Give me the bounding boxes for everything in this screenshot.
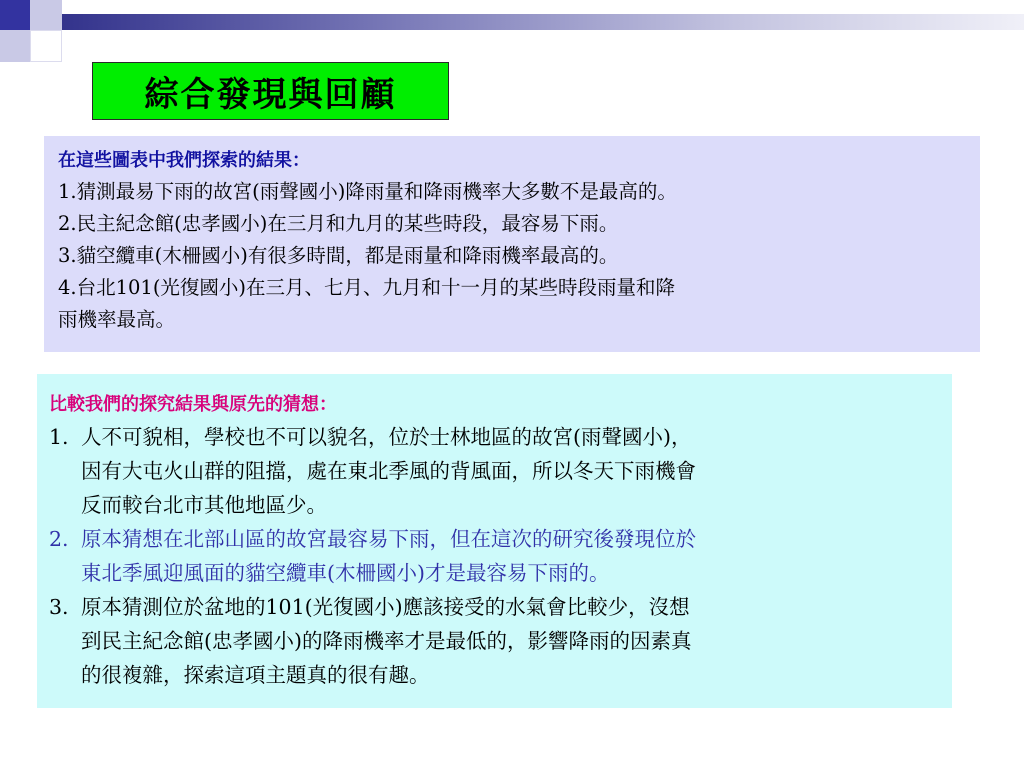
comparison-item-2 (49, 522, 938, 590)
findings-line: 1.猜測最易下雨的故宮(雨聲國小)降雨量和降雨機率大多數不是最高的。 (58, 180, 677, 203)
findings-line: 3.貓空纜車(木柵國小)有很多時間，都是雨量和降雨機率最高的。 (58, 244, 619, 267)
comparison-box (37, 374, 952, 708)
item-number: 1. (49, 425, 69, 449)
item-line: 原本猜測位於盆地的101(光復國小)應該接受的水氣會比較少，沒想 (81, 595, 690, 619)
item-number: 3. (49, 595, 69, 619)
item-line: 的很複雜，探索這項主題真的很有趣。 (81, 663, 430, 687)
corner-square-white (30, 30, 62, 62)
page-title: 綜合發現與回顧 (144, 74, 397, 115)
item-number: 2. (49, 527, 69, 551)
findings-line: 2.民主紀念館(忠孝國小)在三月和九月的某些時段，最容易下雨。 (58, 212, 619, 235)
top-gradient-bar (62, 14, 1024, 30)
findings-box (44, 136, 980, 352)
item-line: 東北季風迎風面的貓空纜車(木柵國小)才是最容易下雨的。 (81, 561, 610, 585)
item-line: 因有大屯火山群的阻擋，處在東北季風的背風面，所以冬天下雨機會 (81, 459, 696, 483)
item-line: 人不可貌相，學校也不可以貌名，位於士林地區的故宮(雨聲國小)， (81, 425, 692, 449)
findings-line: 4.台北101(光復國小)在三月、七月、九月和十一月的某些時段雨量和降 (58, 276, 676, 299)
findings-line: 雨機率最高。 (58, 308, 176, 331)
comparison-item-3 (49, 590, 938, 692)
item-line: 反而較台北市其他地區少。 (81, 493, 327, 517)
comparison-item-1 (49, 420, 938, 522)
comparison-heading: 比較我們的探究結果與原先的猜想： (49, 394, 337, 415)
corner-square-light (0, 30, 30, 62)
corner-square-light (30, 0, 62, 30)
corner-square-dark (0, 0, 30, 30)
title-box (92, 62, 449, 120)
findings-heading: 在這些圖表中我們探索的結果： (58, 150, 310, 171)
item-line: 到民主紀念館(忠孝國小)的降雨機率才是最低的，影響降雨的因素真 (81, 629, 692, 653)
item-line: 原本猜想在北部山區的故宮最容易下雨，但在這次的研究後發現位於 (81, 527, 696, 551)
